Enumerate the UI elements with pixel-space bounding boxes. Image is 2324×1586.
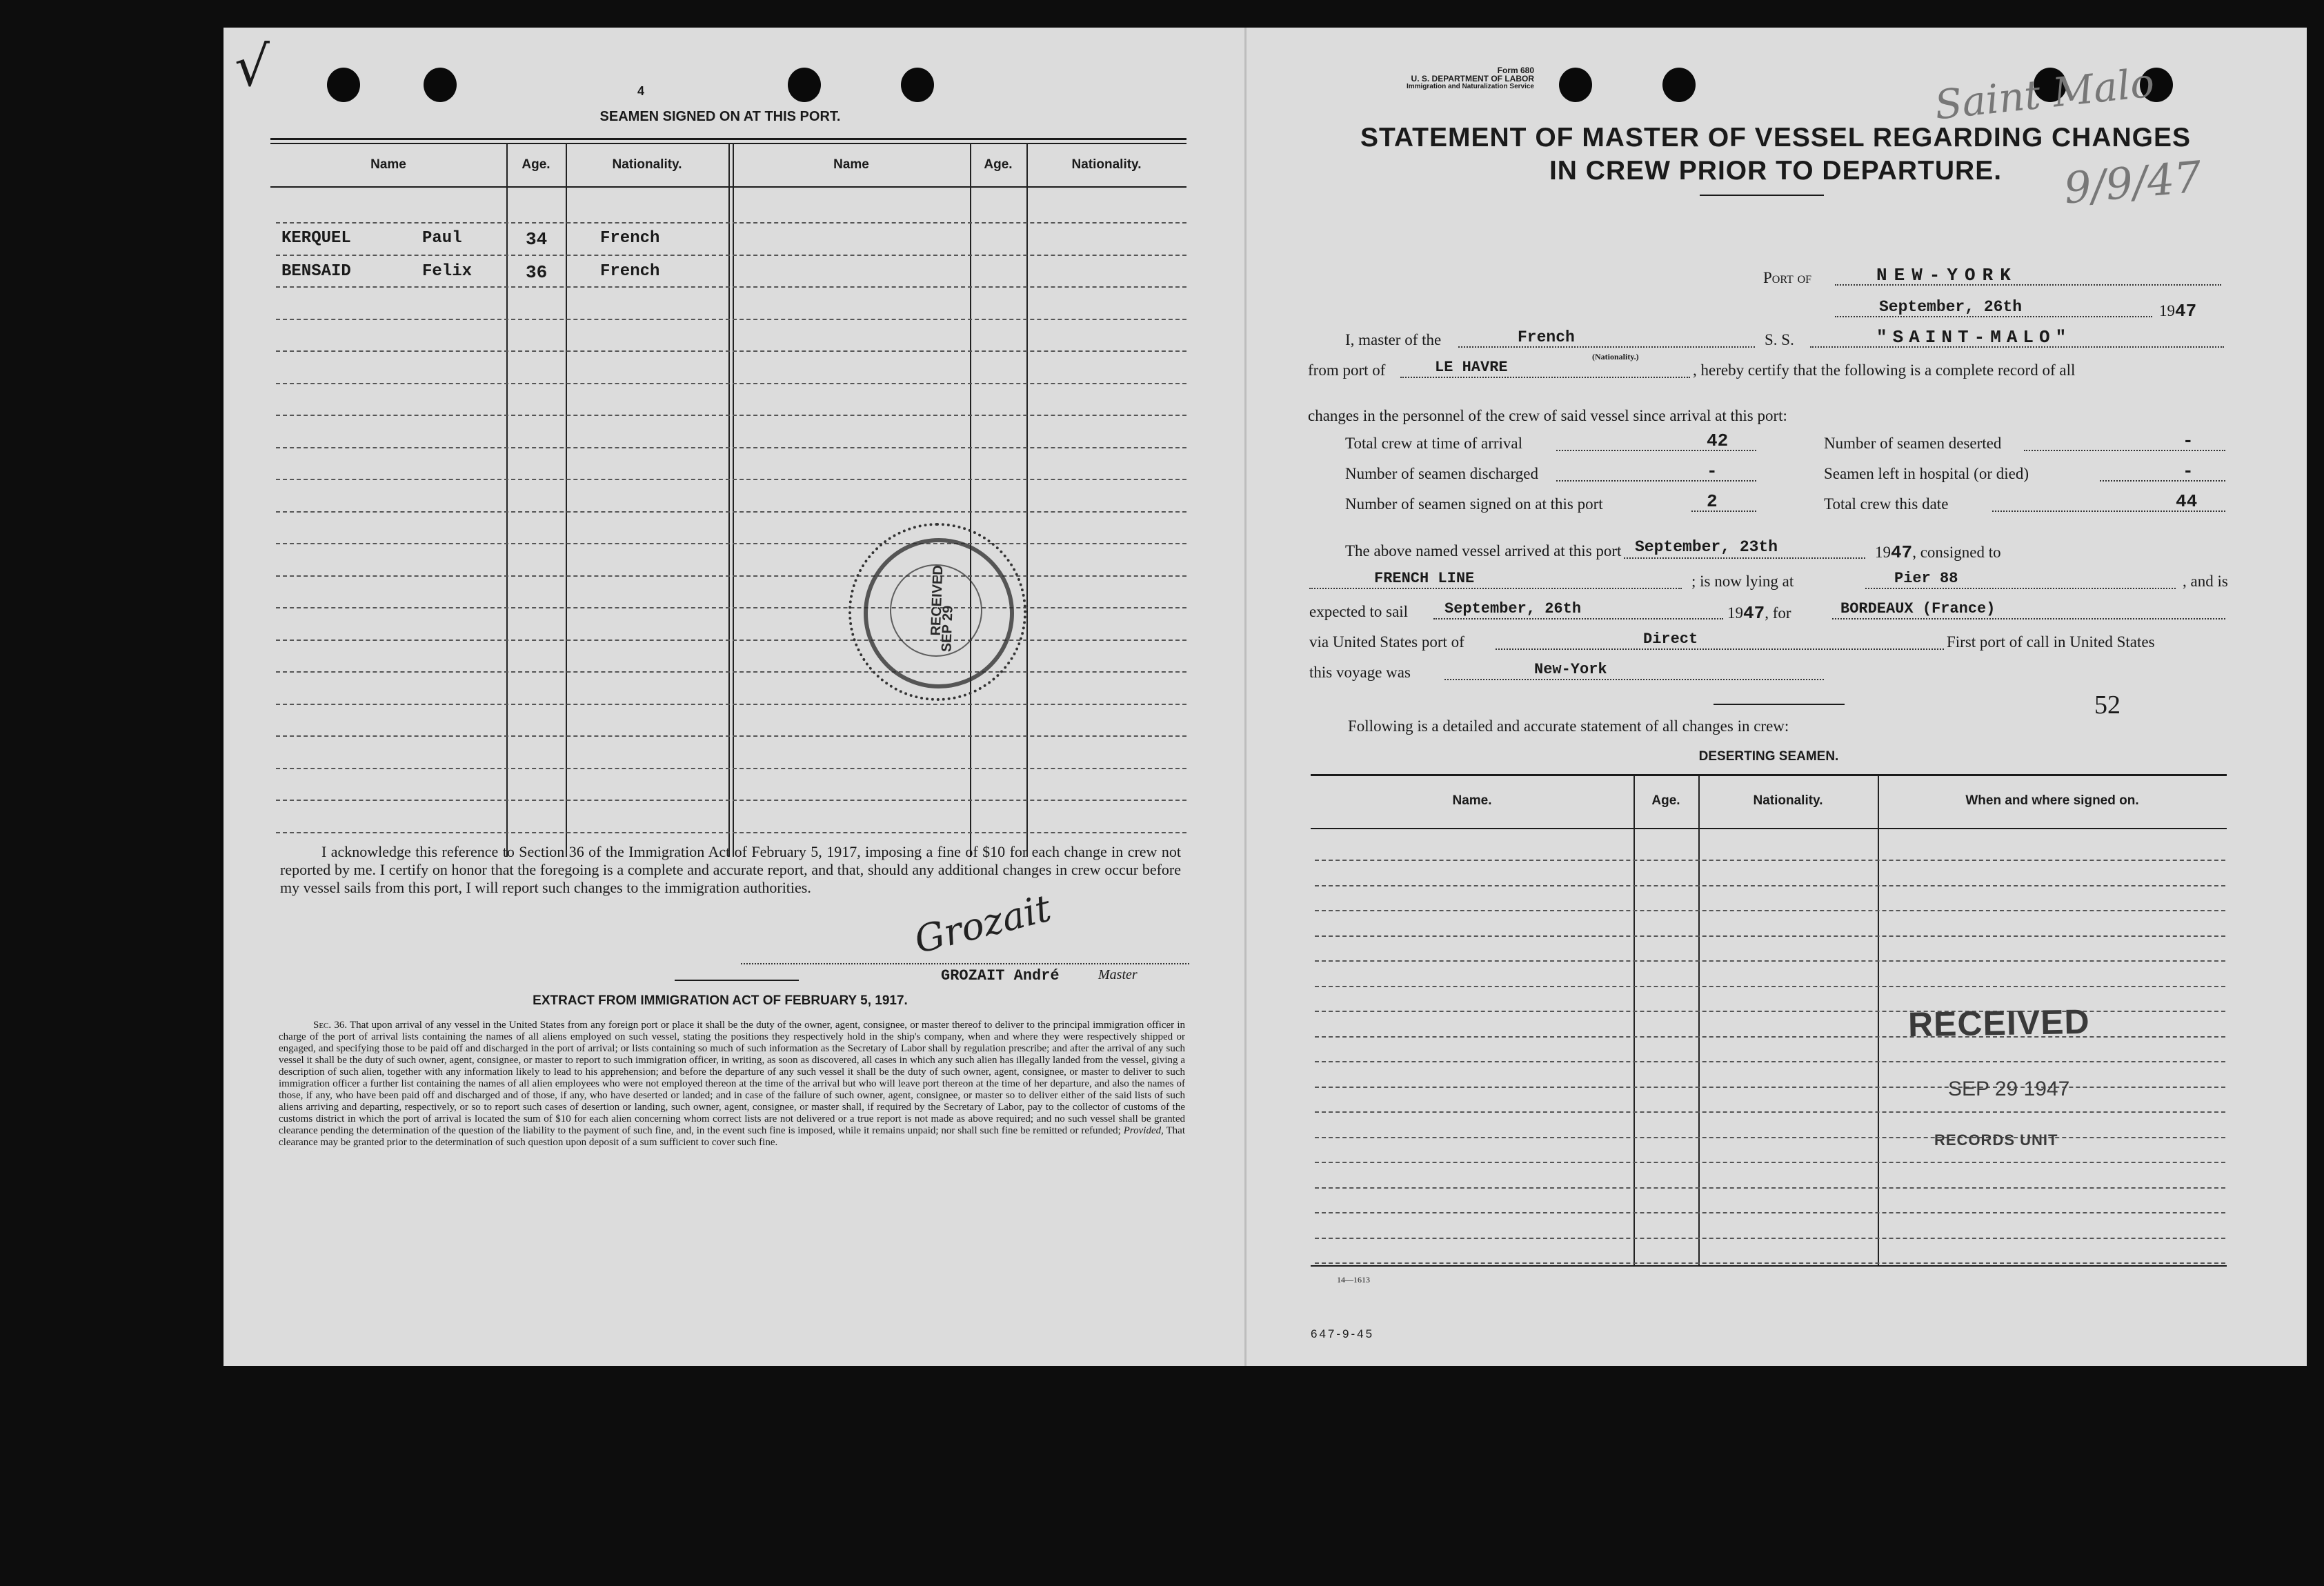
page-count: 52: [2094, 691, 2121, 720]
row-line: [276, 735, 1186, 737]
signed-on-value: 2: [1707, 491, 1718, 512]
row-line: [276, 671, 1186, 673]
received-date: SEP 29 1947: [1948, 1078, 2070, 1100]
ship-name: "SAINT-MALO": [1876, 327, 2072, 348]
row-line: [276, 350, 1186, 352]
provided-text: That clearance may be granted prior to the determination of such question upon deposit of a sum sufficient to cover such fine.: [279, 1125, 1185, 1148]
punch-hole: [424, 68, 457, 102]
arrived-year: 47: [1891, 542, 1913, 563]
row-line: [1315, 1187, 2225, 1189]
punch-hole: [1559, 68, 1592, 102]
column-header: Name.: [1452, 793, 1492, 808]
row-line: [1315, 910, 2225, 911]
signed-on-label: Number of seamen signed on at this port: [1345, 495, 1603, 513]
row-line: [276, 255, 1186, 256]
arrived-value: September, 23th: [1635, 538, 1778, 556]
certify-text: changes in the personnel of the crew of said vessel since arrival at this port:: [1308, 407, 1787, 424]
punch-hole: [327, 68, 360, 102]
signed-on-title: SEAMEN SIGNED ON AT THIS PORT.: [599, 109, 841, 124]
document-sheet: [224, 28, 2307, 1366]
and-is-text: , and is: [2183, 573, 2228, 590]
page-fold: [1244, 28, 1247, 1366]
seaman-given-name: Felix: [422, 262, 473, 281]
seaman-surname: BENSAID: [281, 262, 351, 281]
form-header: [1327, 66, 1534, 91]
hospital-label: Seamen left in hospital (or died): [1824, 465, 2029, 482]
row-line: [276, 640, 1186, 641]
form-number: Form 680: [1497, 66, 1534, 75]
sail-value: September, 26th: [1444, 600, 1582, 617]
certify-text: , hereby certify that the following is a complete record of all: [1693, 361, 2076, 379]
column-header: Nationality.: [612, 157, 682, 172]
extract-text: That upon arrival of any vessel in the United States from any foreign port or place it shall be the duty of the owner, agent, consignee, or master thereof to deliver to the principal immigration officer in charge of the port of arrival lists containing the names of all aliens employed on such vessel, stating the positions they respectively hold in the ship's company, when and where they were respectively shipped or engaged, and specifying those to be paid off and discharged in the port of arrival; or lists containing so much of such information as the Secretary of Labor shall by regulation prescribe; and after the arrival of any such vessel it shall be the duty of such owner, agent, consignee, or master to report to such immigration officer, in writing, as soon as discovered, all cases in which any such alien has illegally landed from the vessel, giving a description of such alien, together with any information likely to lead to his apprehension; and before the departure of any such vessel it shall be the duty of such owner, agent, consignee, or master to deliver to such immigration officer a further list containing the names of all alien employees who were not employed thereon at the time of the arrival but who will leave port thereon at the time of her departure, and also the names of those, if any, who have been paid off and discharged and of those, if any, who have deserted or landed; and in case of the failure of such owner, agent, consignee, or master so to deliver either of the said lists of such aliens arriving and departing, respectively, or so to report such cases of desertion or landing, such owner, agent, consignee, or master shall, if required by the Secretary of Labor, pay to the collector of customs of the customs district in which the port of arrival is located the sum of $10 for each alien concerning whom correct lists are not delivered or a true report is not made as above required; and no such vessel shall be granted clearance pending the determination of the question of the liability to the payment of such fine, and, in the event such fine is imposed, while it remains unpaid; nor shall such fine be remitted or refunded;: [279, 1020, 1185, 1136]
provided-label: Provided,: [1123, 1125, 1164, 1136]
year-value: 47: [2175, 301, 2197, 321]
seaman-age: 36: [526, 262, 548, 283]
arrived-label: The above named vessel arrived at this port: [1345, 542, 1622, 559]
voyage-value: New-York: [1534, 661, 1607, 678]
row-line: [1315, 885, 2225, 886]
records-unit: RECORDS UNIT: [1934, 1131, 2058, 1149]
row-line: [276, 704, 1186, 705]
page-title: [1300, 121, 2252, 188]
row-line: [276, 286, 1186, 288]
column-header: Name: [833, 157, 869, 172]
row-line: [276, 800, 1186, 801]
total-date-label: Total crew this date: [1824, 495, 1949, 513]
title-line: IN CREW PRIOR TO DEPARTURE.: [1549, 156, 2003, 186]
statement-date: September, 26th: [1879, 298, 2023, 316]
port-label: Port of: [1763, 269, 1812, 286]
master-name: GROZAIT André: [941, 967, 1060, 984]
column-header: Name: [370, 157, 406, 172]
row-line: [276, 222, 1186, 224]
nationality-caption: (Nationality.): [1592, 352, 1639, 361]
master-signature: Grozait: [910, 886, 1055, 962]
service: Immigration and Naturalization Service: [1406, 83, 1534, 90]
total-date-value: 44: [2176, 491, 2198, 512]
master-of-label: I, master of the: [1345, 331, 1442, 348]
lying-value: Pier 88: [1894, 570, 1958, 587]
year-prefix: 19: [1875, 544, 1891, 561]
stamp-text: RECEIVED: [928, 564, 946, 636]
discharged-label: Number of seamen discharged: [1345, 465, 1538, 482]
row-line: [1315, 1238, 2225, 1239]
from-port-value: LE HAVRE: [1435, 359, 1508, 376]
lying-label: ; is now lying at: [1691, 573, 1794, 590]
port-value: NEW-YORK: [1876, 265, 2018, 286]
via-label: via United States port of: [1309, 633, 1464, 651]
seaman-nationality: French: [600, 229, 660, 248]
extract-title: EXTRACT FROM IMMIGRATION ACT OF FEBRUARY 5, 1917.: [533, 993, 908, 1008]
consigned-label: , consigned to: [1912, 544, 2001, 561]
master-label: Master: [1098, 967, 1138, 982]
first-call-label: First port of call in United States: [1947, 633, 2155, 651]
column-header: When and where signed on.: [1965, 793, 2139, 808]
total-arrival-label: Total crew at time of arrival: [1345, 435, 1523, 452]
column-header: Nationality.: [1753, 793, 1823, 808]
row-line: [1315, 1061, 2225, 1062]
column-header: Age.: [1651, 793, 1680, 808]
row-line: [276, 479, 1186, 480]
row-line: [276, 768, 1186, 769]
discharged-value: -: [1707, 461, 1718, 482]
total-arrival-value: 42: [1707, 430, 1729, 451]
sail-year: 47: [1743, 603, 1765, 624]
hospital-value: -: [2183, 461, 2194, 482]
column-header: Age.: [522, 157, 550, 172]
row-line: [1315, 986, 2225, 987]
extract-body: [279, 1020, 1185, 1149]
handwritten-date: 9/9/47: [2062, 151, 2204, 214]
row-line: [1315, 1087, 2225, 1088]
seaman-surname: KERQUEL: [281, 229, 351, 248]
row-line: [1315, 1162, 2225, 1163]
form-code: 647-9-45: [1311, 1327, 1375, 1340]
deserted-label: Number of seamen deserted: [1824, 435, 2002, 452]
row-line: [276, 415, 1186, 416]
ss-label: S. S.: [1765, 331, 1794, 348]
acknowledgement-text: I acknowledge this reference to Section 36 of the Immigration Act of February 5, 1917, imposing a fine of $10 for each change in crew not reported by me. I certify on honor that the foregoing is a complete and accurate report, and that, should any additional changes in crew occur before my vessel sails from this port, I will report such changes to the immigration authorities.: [280, 843, 1181, 896]
row-line: [276, 447, 1186, 448]
punch-hole: [788, 68, 821, 102]
handwritten-ship: Saint Malo: [1932, 59, 2157, 129]
for-value: BORDEAUX (France): [1840, 600, 1996, 617]
title-line: STATEMENT OF MASTER OF VESSEL REGARDING CHANGES: [1360, 123, 2192, 152]
print-code: 14—1613: [1337, 1275, 1370, 1285]
row-line: [276, 575, 1186, 577]
row-line: [1315, 1262, 2225, 1264]
seaman-given-name: Paul: [422, 229, 462, 248]
row-line: [276, 607, 1186, 608]
received-stamp: RECEIVED: [1907, 1002, 2091, 1044]
voyage-label: this voyage was: [1309, 664, 1411, 681]
row-line: [1315, 860, 2225, 861]
punch-hole: [901, 68, 934, 102]
deserting-title: DESERTING SEAMEN.: [1698, 749, 1839, 764]
seaman-age: 34: [526, 229, 548, 250]
row-line: [276, 543, 1186, 544]
sail-label: expected to sail: [1309, 603, 1409, 620]
department: U. S. DEPARTMENT OF LABOR: [1411, 74, 1534, 83]
column-header: Nationality.: [1071, 157, 1142, 172]
seaman-nationality: French: [600, 262, 660, 281]
year-prefix: 19: [2159, 302, 2175, 319]
following-text: Following is a detailed and accurate statement of all changes in crew:: [1348, 717, 1789, 735]
row-line: [276, 511, 1186, 513]
page-number: 4: [637, 84, 645, 98]
row-line: [1315, 1212, 2225, 1213]
signature-line: [741, 958, 1189, 964]
via-value: Direct: [1643, 631, 1698, 648]
row-line: [1315, 935, 2225, 937]
row-line: [1315, 960, 2225, 962]
nationality-value: French: [1518, 328, 1575, 346]
row-line: [276, 319, 1186, 320]
row-line: [1315, 1137, 2225, 1138]
year-prefix: 19: [1727, 604, 1743, 622]
for-label: , for: [1765, 604, 1791, 622]
column-header: Age.: [984, 157, 1013, 172]
punch-hole: [1662, 68, 1696, 102]
row-line: [276, 832, 1186, 833]
deserted-value: -: [2183, 430, 2194, 451]
check-mark: √: [235, 34, 270, 99]
from-port-label: from port of: [1308, 361, 1386, 379]
consignee-value: FRENCH LINE: [1374, 570, 1475, 587]
section-label: Sec. 36.: [313, 1020, 348, 1031]
row-line: [276, 383, 1186, 384]
row-line: [1315, 1111, 2225, 1113]
stamp-date: SEP 29: [939, 605, 956, 653]
